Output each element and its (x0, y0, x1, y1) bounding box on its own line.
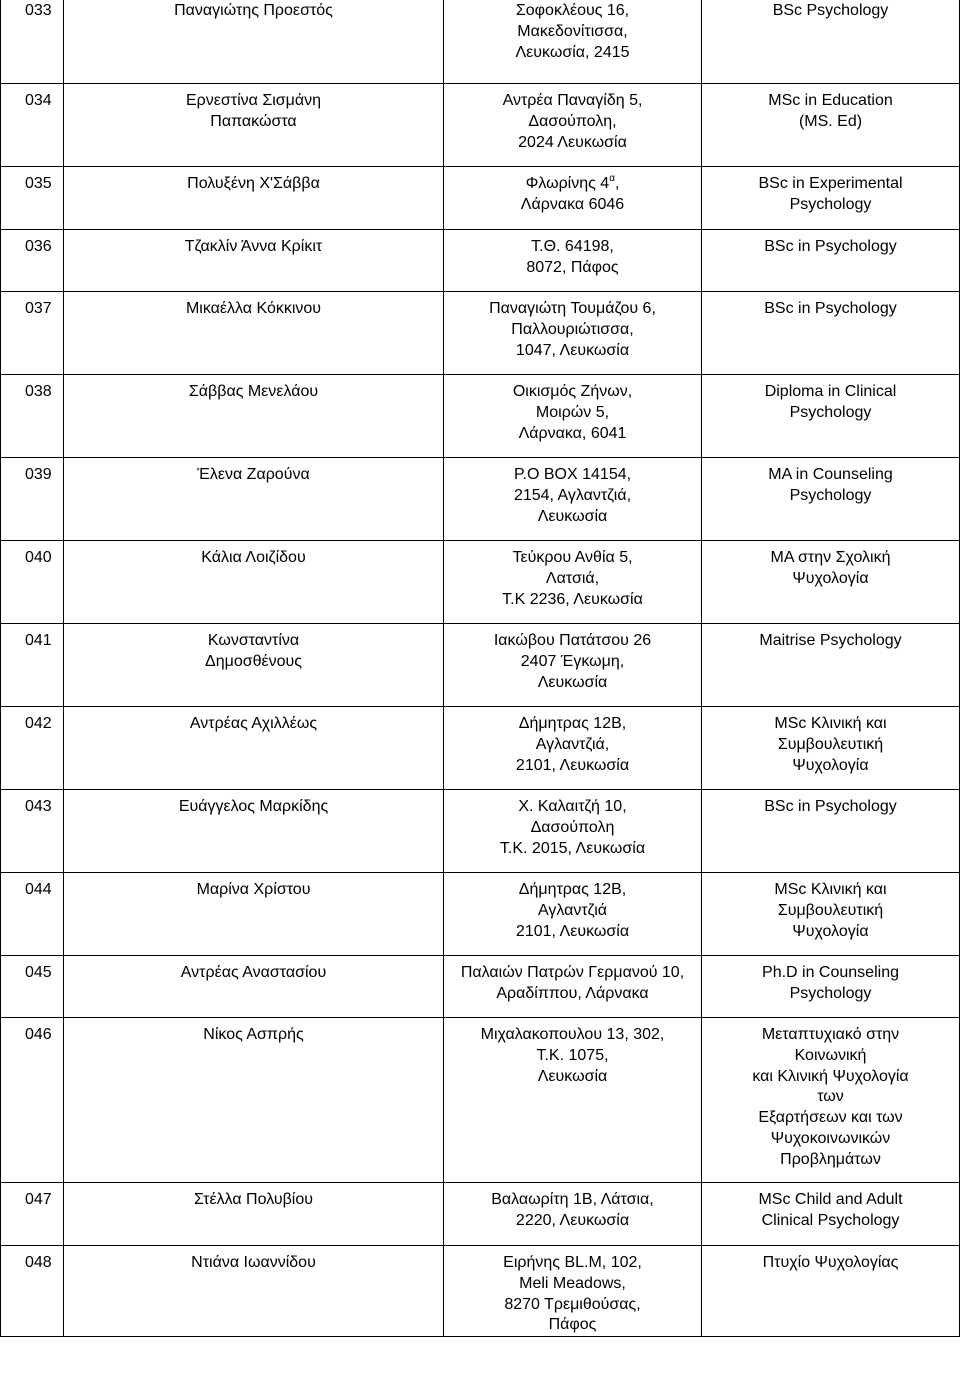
registry-number-cell (1, 458, 64, 541)
qualification-cell (702, 292, 960, 375)
full-name-cell (64, 0, 444, 84)
postal-address-line: Λευκωσία, 2415 (515, 43, 630, 61)
postal-address-cell (444, 84, 702, 167)
qualification-line: Ψυχοκοινωνικών (770, 1129, 891, 1147)
table-row (1, 541, 960, 624)
registry-number-cell (1, 707, 64, 790)
full-name-cell (64, 292, 444, 375)
postal-address-cell (444, 292, 702, 375)
postal-address-line: Λευκωσία (537, 673, 608, 691)
postal-address-cell (444, 458, 702, 541)
postal-address-line: Μοιρών 5, (535, 403, 610, 421)
postal-address-cell (444, 1246, 702, 1337)
postal-address-line: 2101, Λευκωσία (515, 922, 630, 940)
registry-number: 042 (25, 715, 52, 732)
full-name-cell (64, 956, 444, 1018)
full-name-line: Ερνεστίνα Σισμάνη (185, 92, 322, 109)
postal-address-line: Αντρέα Παναγίδη 5, (502, 92, 643, 109)
postal-address-line: 2101, Λευκωσία (515, 756, 630, 774)
qualification-cell (702, 541, 960, 624)
qualification-line: Ψυχολογία (792, 756, 869, 774)
qualification-line: MSc Κλινική και (774, 715, 887, 732)
registry-number: 044 (25, 881, 52, 898)
registry-number-cell (1, 624, 64, 707)
postal-address-cell (444, 541, 702, 624)
qualification-line: Clinical Psychology (761, 1211, 900, 1229)
qualification-line: και Κλινική Ψυχολογία (752, 1067, 909, 1085)
table-row (1, 375, 960, 458)
full-name-line: Κάλια Λοιζίδου (201, 549, 306, 566)
qualification-cell (702, 956, 960, 1018)
full-name-line: Έλενα Ζαρούνα (197, 466, 310, 483)
table-row (1, 0, 960, 84)
full-name-cell (64, 707, 444, 790)
registry-number: 036 (25, 238, 52, 255)
registry-number: 046 (25, 1026, 52, 1043)
full-name-cell (64, 873, 444, 956)
full-name-line: Αντρέας Αχιλλέως (189, 715, 318, 732)
postal-address-line: 2154, Αγλαντζιά, (513, 486, 632, 504)
full-name-cell (64, 1183, 444, 1246)
full-name-cell (64, 167, 444, 230)
postal-address-line: Meli Meadows, (519, 1274, 626, 1292)
postal-address-line: Δασούπολη, (528, 112, 617, 130)
postal-address-cell (444, 0, 702, 84)
registry-number-cell (1, 1018, 64, 1183)
table-row (1, 167, 960, 230)
full-name-cell (64, 1018, 444, 1183)
postal-address-cell (444, 790, 702, 873)
postal-address-line: Τ.Κ 2236, Λευκωσία (502, 590, 643, 608)
full-name-line: Νίκος Ασπρής (203, 1026, 304, 1043)
postal-address-line: Λευκωσία (537, 507, 608, 525)
postal-address-cell (444, 956, 702, 1018)
qualification-line: MSc Child and Adult (758, 1191, 903, 1208)
full-name-cell (64, 541, 444, 624)
postal-address-line: Παλαιών Πατρών Γερμανού 10, (460, 964, 685, 981)
qualification-line: ΜΑ στην Σχολική (770, 549, 891, 566)
full-name-cell (64, 1246, 444, 1337)
qualification-line: Psychology (789, 195, 872, 213)
registry-number: 043 (25, 798, 52, 815)
qualification-line: MSc Κλινική και (774, 881, 887, 898)
table-row (1, 707, 960, 790)
table-row (1, 873, 960, 956)
qualification-line: BSc in Psychology (764, 798, 897, 815)
table-row (1, 1183, 960, 1246)
postal-address-line: Δασούπολη (530, 818, 615, 836)
full-name-line: Σάββας Μενελάου (188, 383, 319, 400)
postal-address-cell (444, 1183, 702, 1246)
postal-address-line: Βαλαωρίτη 1Β, Λάτσια, (491, 1191, 654, 1208)
qualification-line: MSc in Education (768, 92, 893, 109)
registry-number-cell (1, 84, 64, 167)
registry-number: 038 (25, 383, 52, 400)
registry-number: 048 (25, 1254, 52, 1271)
registry-number: 040 (25, 549, 52, 566)
qualification-cell (702, 375, 960, 458)
qualification-cell (702, 1183, 960, 1246)
full-name-line: Ευάγγελος Μαρκίδης (178, 798, 329, 815)
postal-address-line: Λάρνακα, 6041 (518, 424, 627, 442)
registry-number: 041 (25, 632, 52, 649)
registry-number-cell (1, 873, 64, 956)
postal-address-line: 1047, Λευκωσία (515, 341, 630, 359)
qualification-line: BSc in Psychology (764, 238, 897, 255)
full-name-line: Μαρίνα Χρίστου (196, 881, 311, 898)
postal-address-line: Τ.Κ. 2015, Λευκωσία (499, 839, 646, 857)
postal-address-line: Παναγιώτη Τουμάζου 6, (489, 300, 656, 317)
full-name-line: Δημοσθένους (205, 652, 302, 670)
full-name-cell (64, 375, 444, 458)
full-name-line: Ντιάνα Ιωαννίδου (191, 1254, 316, 1271)
postal-address-line: Αραδίππου, Λάρνακα (496, 984, 649, 1002)
qualification-cell (702, 873, 960, 956)
postal-address-cell (444, 1018, 702, 1183)
postal-address-line: Τεύκρου Ανθία 5, (512, 549, 633, 566)
table-row (1, 84, 960, 167)
table-row (1, 624, 960, 707)
registry-number-cell (1, 956, 64, 1018)
full-name-line: Παναγιώτης Προεστός (174, 2, 333, 19)
qualification-cell (702, 1246, 960, 1337)
qualification-cell (702, 624, 960, 707)
registry-number: 033 (25, 2, 52, 19)
postal-address-line: 2024 Λευκωσία (518, 133, 627, 151)
postal-address-cell (444, 707, 702, 790)
qualification-line: Πτυχίο Ψυχολογίας (762, 1254, 899, 1271)
registry-number: 037 (25, 300, 52, 317)
postal-address-line: Λατσιά, (545, 569, 600, 587)
qualification-line: BSc Psychology (772, 2, 889, 19)
postal-address-line: Λευκωσία (537, 1067, 608, 1085)
qualification-line: BSc in Experimental (758, 175, 903, 192)
full-name-line: Αντρέας Αναστασίου (180, 964, 327, 981)
postal-address-line: Τ.Κ. 1075, (536, 1046, 609, 1064)
postal-address-line: Δήμητρας 12Β, (518, 881, 627, 898)
postal-address-line: Μακεδονίτισσα, (517, 22, 628, 40)
postal-address-cell (444, 230, 702, 292)
postal-address-line: Φλωρίνης $4^\alpha$, (525, 173, 620, 192)
qualification-cell (702, 458, 960, 541)
postal-address-line: Ειρήνης BL.M, 102, (503, 1254, 642, 1271)
registry-number-cell (1, 0, 64, 84)
postal-address-cell (444, 167, 702, 230)
table-row (1, 1246, 960, 1337)
registry-number: 034 (25, 92, 52, 109)
table-row (1, 458, 960, 541)
registry-number-cell (1, 541, 64, 624)
qualification-line: Ph.D in Counseling (762, 964, 899, 981)
qualification-line: Προβλημάτων (780, 1150, 881, 1168)
qualification-line: Diploma in Clinical (764, 383, 897, 400)
full-name-cell (64, 790, 444, 873)
postal-address-line: Αγλαντζιά, (535, 735, 610, 753)
registry-number-cell (1, 790, 64, 873)
qualification-cell (702, 707, 960, 790)
full-name-cell (64, 84, 444, 167)
full-name-cell (64, 458, 444, 541)
qualification-line: των (817, 1088, 844, 1106)
qualification-cell (702, 84, 960, 167)
full-name-cell (64, 230, 444, 292)
postal-address-line: Δήμητρας 12Β, (518, 715, 627, 732)
postal-address-line: 8270 Τρεμιθούσας, (504, 1295, 641, 1313)
registry-number: 045 (25, 964, 52, 981)
full-name-line: Τζακλίν Άννα Κρίκιτ (184, 238, 323, 255)
postal-address-cell (444, 375, 702, 458)
registry-number: 039 (25, 466, 52, 483)
full-name-line: Στέλλα Πολυβίου (194, 1191, 313, 1208)
postal-address-line: Λάρνακα 6046 (520, 195, 625, 213)
postal-address-line: 2220, Λευκωσία (515, 1211, 630, 1229)
registry-number-cell (1, 375, 64, 458)
postal-address-line: Αγλαντζιά (537, 901, 608, 919)
full-name-line: Πολυξένη Χ'Σάββα (187, 175, 320, 192)
qualification-cell (702, 790, 960, 873)
postal-address-line: Πάφος (548, 1316, 597, 1334)
table-row (1, 1018, 960, 1183)
qualification-cell (702, 1018, 960, 1183)
postal-address-line: Μιχαλακοπουλου 13, 302, (480, 1026, 665, 1043)
qualification-line: MA in Counseling (768, 466, 893, 483)
table-row (1, 956, 960, 1018)
qualification-line: (MS. Ed) (798, 112, 863, 130)
postal-address-line: P.O BOX 14154, (513, 466, 632, 483)
qualification-cell (702, 0, 960, 84)
qualification-line: Maitrise Psychology (759, 632, 902, 649)
registry-number: 035 (25, 175, 52, 192)
qualification-line: Psychology (789, 403, 872, 421)
qualification-line: Εξαρτήσεων και των (758, 1109, 903, 1127)
registry-number-cell (1, 1183, 64, 1246)
table-row (1, 790, 960, 873)
registry-number-cell (1, 1246, 64, 1337)
full-name-line: Κωνσταντίνα (207, 632, 300, 649)
postal-address-cell (444, 624, 702, 707)
postal-address-line: Χ. Καλαιτζή 10, (518, 798, 627, 815)
qualification-line: Συμβουλευτική (777, 901, 884, 919)
table-row (1, 230, 960, 292)
postal-address-line: Ιακώβου Πατάτσου 26 (493, 632, 652, 649)
full-name-cell (64, 624, 444, 707)
postal-address-line: 2407 Έγκωμη, (520, 652, 625, 670)
registry-body (1, 0, 960, 1337)
qualification-line: Ψυχολογία (792, 922, 869, 940)
full-name-line: Παπακώστα (210, 112, 297, 130)
postal-address-cell (444, 873, 702, 956)
qualification-cell (702, 230, 960, 292)
qualification-line: BSc in Psychology (764, 300, 897, 317)
registry-number-cell (1, 292, 64, 375)
postal-address-line: Τ.Θ. 64198, (531, 238, 614, 255)
qualification-line: Μεταπτυχιακό στην (761, 1026, 900, 1043)
qualification-line: Συμβουλευτική (777, 735, 884, 753)
qualification-line: Κοινωνική (794, 1046, 867, 1064)
postal-address-line: 8072, Πάφος (526, 258, 619, 276)
qualification-line: Psychology (789, 486, 872, 504)
registry-number: 047 (25, 1191, 52, 1208)
registry-number-cell (1, 230, 64, 292)
postal-address-line: Οικισμός Ζήνων, (512, 383, 633, 400)
qualification-cell (702, 167, 960, 230)
postal-address-line: Παλλουριώτισσα, (511, 320, 634, 338)
postal-address-line: Σοφοκλέους 16, (515, 2, 630, 19)
superscript: α (609, 173, 615, 184)
qualification-line: Psychology (789, 984, 872, 1002)
full-name-line: Μικαέλλα Κόκκινου (185, 300, 322, 317)
qualification-line: Ψυχολογία (792, 569, 869, 587)
table-row (1, 292, 960, 375)
registry-number-cell (1, 167, 64, 230)
